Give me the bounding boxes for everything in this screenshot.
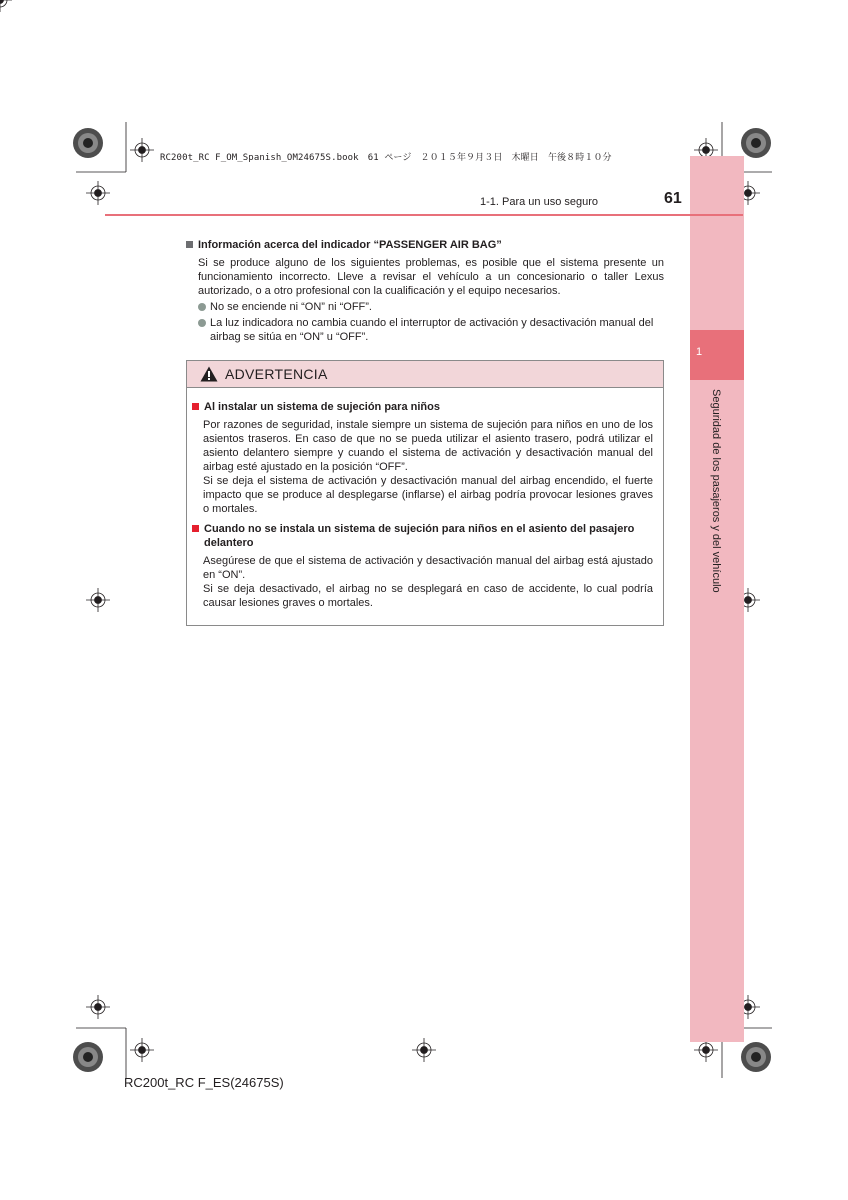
warning-section: [192, 522, 653, 610]
info-heading: Información acerca del indicador “PASSENGER AIR BAG”: [198, 239, 502, 251]
info-paragraph: Si se produce alguno de los siguientes problemas, es posible que el sistema presente un funcionamiento incorrecto. Lleve a revisar el vehículo a un concesionario o taller Lexus autorizado, o a otro profesional con la cualificación y el equipo necesarios.: [198, 257, 664, 297]
section-title: 1-1. Para un uso seguro: [480, 196, 599, 208]
list-item: [186, 300, 664, 314]
list-item-text: La luz indicadora no cambia cuando el interruptor de activación y desactivación manual del airbag se sitúa en “ON” u “OFF”.: [210, 317, 654, 343]
warning-header: [187, 361, 663, 388]
warning-section-heading: Cuando no se instala un sistema de sujeción para niños en el asiento del pasajero delantero: [204, 523, 635, 549]
warning-triangle-icon: [200, 366, 218, 382]
list-item: [186, 316, 664, 344]
warning-paragraph: Por razones de seguridad, instale siempre un sistema de sujeción para niños en uno de los asientos traseros. En caso de que no se pueda utilizar el asiento trasero, podrá utilizar el asiento delantero siempre y cuando el sistema de activación y desactivación manual del airbag esté ajustado en la posición “OFF”.: [203, 419, 653, 473]
header-rule: [105, 214, 743, 216]
footer-code: RC200t_RC F_ES(24675S): [124, 1075, 284, 1090]
warning-paragraph: Asegúrese de que el sistema de activación y desactivación manual del airbag está ajustado en “ON”.: [203, 555, 653, 581]
warning-section-heading-row: [192, 400, 653, 414]
square-bullet-icon: [192, 525, 199, 532]
warning-body: [187, 388, 663, 610]
print-header: RC200t_RC F_OM_Spanish_OM24675S.book 61 ページ ２０１５年９月３日 木曜日 午後８時１０分: [160, 153, 612, 163]
warning-paragraph: Si se deja desactivado, el airbag no se desplegará en caso de accidente, lo cual podría causar lesiones graves o mortales.: [203, 583, 653, 609]
square-bullet-icon: [192, 403, 199, 410]
warning-box: [186, 360, 664, 626]
info-section: [186, 238, 664, 344]
chapter-number: 1: [695, 346, 703, 358]
warning-title: ADVERTENCIA: [225, 366, 328, 382]
warning-section-heading: Al instalar un sistema de sujeción para niños: [204, 401, 440, 413]
page-number: 61: [664, 190, 682, 207]
square-bullet-icon: [186, 241, 193, 248]
warning-paragraph: Si se deja el sistema de activación y desactivación manual del airbag encendido, el fuerte impacto que se produce al desplegarse (inflarse) el airbag podría provocar lesiones graves o mortales.: [203, 475, 653, 515]
info-heading-row: [186, 238, 664, 252]
list-item-text: No se enciende ni “ON” ni “OFF”.: [210, 301, 372, 313]
warning-section: [192, 400, 653, 516]
chapter-title: Seguridad de los pasajeros y del vehículo: [710, 389, 722, 593]
chapter-side-tab: [690, 156, 744, 1042]
circle-bullet-icon: [198, 303, 206, 311]
warning-section-heading-row: [192, 522, 653, 550]
circle-bullet-icon: [198, 319, 206, 327]
